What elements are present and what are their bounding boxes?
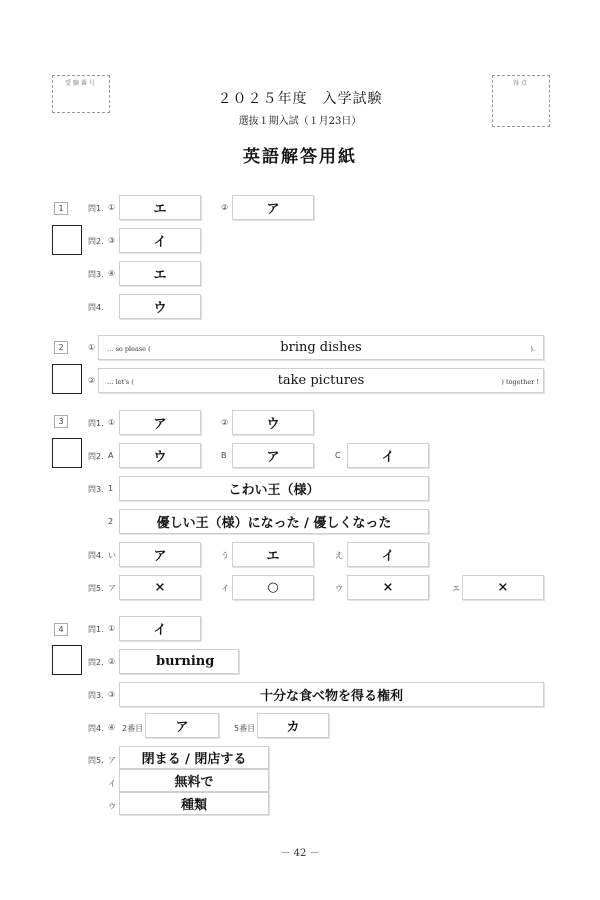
s4-q5-label: 問5. [88,756,104,765]
s3-q3-answer-1[interactable]: こわい王（様） [119,476,429,501]
s3-q1-answer-2[interactable]: ウ [232,410,314,435]
s2-c1: ① [88,343,96,352]
s3-q5-answer-e[interactable]: × [462,575,544,600]
exam-subtitle: 選抜１期入試（１月23日） [238,116,362,127]
s3-q4-u: う [221,551,229,560]
s4-q1-answer[interactable]: イ [119,616,201,641]
s4-q5-i: イ [108,779,116,788]
s4-q3-label: 問3. [88,691,104,700]
s2-answer-1: bring dishes [280,340,362,355]
s3-q4-e: え [335,551,343,560]
s4-q4-ban2: 2番目 [122,724,144,733]
s4-q3-answer[interactable]: 十分な食べ物を得る権利 [119,682,544,707]
s2-answer-2-box[interactable] [98,368,544,393]
s4-q4-label: 問4. [88,724,104,733]
s4-q2-label: 問2. [88,658,104,667]
exam-year-title: ２０２５年度 入学試験 [217,91,383,107]
page-number: － 42 － [280,848,320,859]
s1-q4-label: 問4. [88,303,104,312]
s1-q1-c1: ① [108,203,116,212]
s2-prefix-2: … let's ( [107,378,134,386]
section-1-score-box[interactable] [52,225,82,255]
s2-answer-2: take pictures [277,373,365,388]
s3-q5-label: 問5. [88,584,104,593]
s4-q5-answer-u[interactable]: 種類 [119,792,269,815]
s2-suffix-2: ) together ! [501,378,539,386]
s3-q5-a: ア [108,584,116,593]
s3-q2-label: 問2. [88,452,104,461]
section-2-number: 2 [54,341,68,354]
s1-q1-answer-1[interactable]: エ [119,195,201,220]
section-1-number: 1 [54,202,68,215]
s3-q5-e: エ [452,584,460,593]
s1-q2-answer[interactable]: イ [119,228,201,253]
s4-q5-answer-i[interactable]: 無料で [119,769,269,792]
s4-q5-u: ウ [108,802,116,811]
s3-q5-answer-a[interactable]: × [119,575,201,600]
s4-q2-answer[interactable]: burning [119,649,239,674]
s4-q4-c4: ④ [108,723,116,732]
s4-q1-label: 問1. [88,625,104,634]
s1-q3-label: 問3. [88,270,104,279]
s3-q1-label: 問1. [88,419,104,428]
answer-sheet-title: 英語解答用紙 [243,147,357,167]
s3-q2-B: B [221,451,227,460]
s3-q5-answer-i[interactable]: ○ [232,575,314,600]
section-2-score-box[interactable] [52,364,82,394]
s3-q5-i: イ [221,584,229,593]
s4-q5-answer-a[interactable]: 閉まる / 閉店する [119,746,269,769]
s4-q4-ban5: 5番目 [234,724,256,733]
s3-q2-A: A [108,451,114,460]
s3-q5-u: ウ [335,584,343,593]
score-total-label: 得点 [512,80,529,87]
section-4-number: 4 [54,623,68,636]
s4-q3-c3: ③ [108,690,116,699]
s3-q4-answer-u[interactable]: エ [232,542,314,567]
s3-q3-answer-2[interactable]: 優しい王（様）になった / 優しくなった [119,509,429,534]
s3-q2-C: C [335,451,341,460]
s1-q1-answer-2[interactable]: ア [232,195,314,220]
s1-q2-c3: ③ [108,236,116,245]
s3-q4-answer-e[interactable]: イ [347,542,429,567]
s3-q4-answer-i[interactable]: ア [119,542,201,567]
s2-answer-1-box[interactable] [98,335,544,360]
s2-c2: ② [88,376,96,385]
s1-q1-c2: ② [221,203,229,212]
s3-q3-label: 問3. [88,485,104,494]
s3-q2-answer-A[interactable]: ウ [119,443,201,468]
s1-q2-label: 問2. [88,237,104,246]
s4-q4-answer-5th[interactable]: カ [257,713,329,738]
s2-suffix-1: ). [530,345,535,353]
s1-q1-label: 問1. [88,204,104,213]
s3-q3-n2: 2 [108,517,114,526]
s3-q1-c1: ① [108,418,116,427]
s3-q3-n1: 1 [108,484,114,493]
s3-q2-answer-B[interactable]: ア [232,443,314,468]
s3-q4-label: 問4. [88,551,104,560]
section-3-score-box[interactable] [52,438,82,468]
s3-q1-answer-1[interactable]: ア [119,410,201,435]
s1-q3-c4: ④ [108,269,116,278]
s4-q1-c1: ① [108,624,116,633]
s4-q2-c2: ② [108,657,116,666]
s4-q4-answer-2nd[interactable]: ア [145,713,219,738]
s4-q5-a: ア [108,756,116,765]
s2-prefix-1: … so please ( [107,345,151,353]
s3-q5-answer-u[interactable]: × [347,575,429,600]
section-4-score-box[interactable] [52,645,82,675]
exam-number-label: 受験番号 [64,80,97,87]
s3-q2-answer-C[interactable]: イ [347,443,429,468]
section-3-number: 3 [54,415,68,428]
s1-q4-answer[interactable]: ウ [119,294,201,319]
s3-q1-c2: ② [221,418,229,427]
s1-q3-answer[interactable]: エ [119,261,201,286]
s3-q4-i: い [108,551,116,560]
